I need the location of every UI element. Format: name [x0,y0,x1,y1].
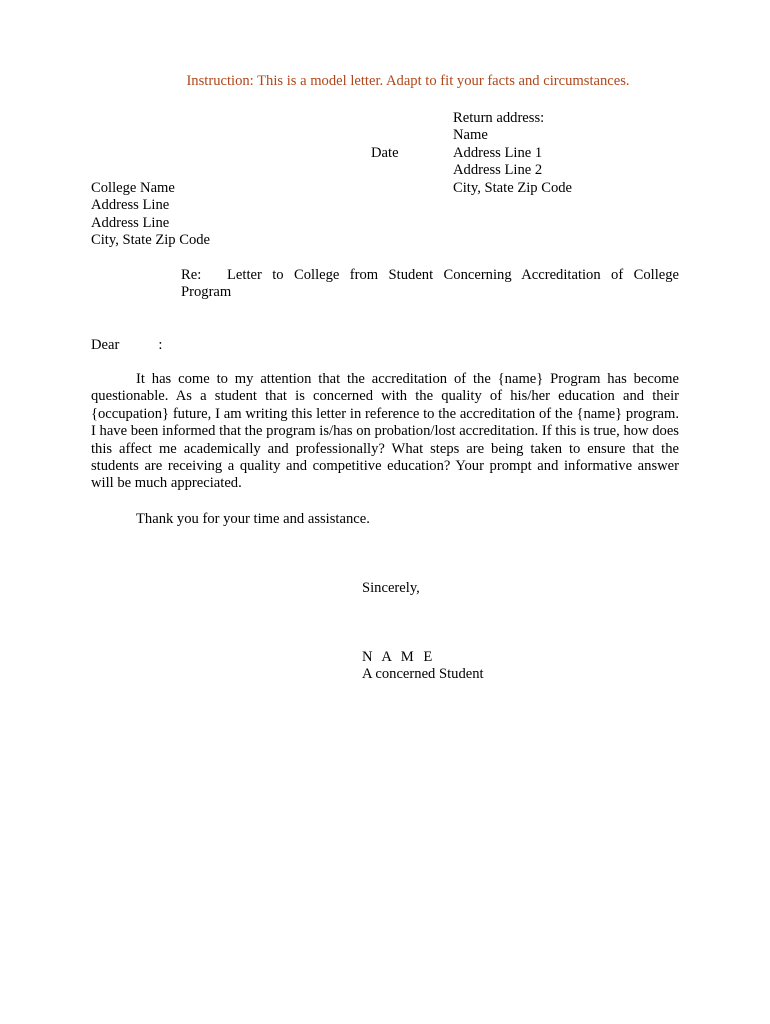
college-city-state-zip: City, State Zip Code [91,232,211,249]
return-address-city-state-zip: City, State Zip Code [453,179,573,196]
college-address-line-1: Address Line [91,197,170,214]
subject-line [181,267,679,302]
return-address-block [453,110,572,197]
salutation-word: Dear [91,337,120,353]
college-address-block [91,180,210,250]
closing: Sincerely, [362,580,420,596]
signature-block [362,649,484,684]
subject-text-line-2: Program [181,284,232,301]
salutation-colon: : [158,337,163,353]
return-address-line-1: Address Line 1 [453,144,543,161]
signature-name: N A M E [362,649,436,665]
subject-prefix: Re: [181,267,202,283]
instruction-note: Instruction: This is a model letter. Adapt to fit your facts and circumstances. [186,73,630,89]
subject-text-line-1: Letter to College from Student Concerning Accreditation of College [227,267,679,283]
return-address-heading: Return address: [453,110,545,126]
body-paragraph: It has come to my attention that the accreditation of the {name} Program has become questionable. As a student that is concerned with the quality of his/her education and their {occupation} future, I am writing this letter in reference to the accreditation of the {name} program. I have been informed that the program is/has on probation/lost accreditation. If this is true, how does this affect me academically and professionally? What steps are being taken to ensure that the students are receiving a quality and competitive education? Your prompt and informative answer will be much appreciated. [91,371,679,492]
date-placeholder: Date [371,145,399,161]
college-address-line-2: Address Line [91,214,170,231]
signature-title: A concerned Student [362,666,484,683]
salutation [91,337,162,354]
return-address-name: Name [453,127,488,144]
thanks-paragraph: Thank you for your time and assistance. [136,511,370,527]
college-name: College Name [91,180,175,196]
return-address-line-2: Address Line 2 [453,162,543,179]
